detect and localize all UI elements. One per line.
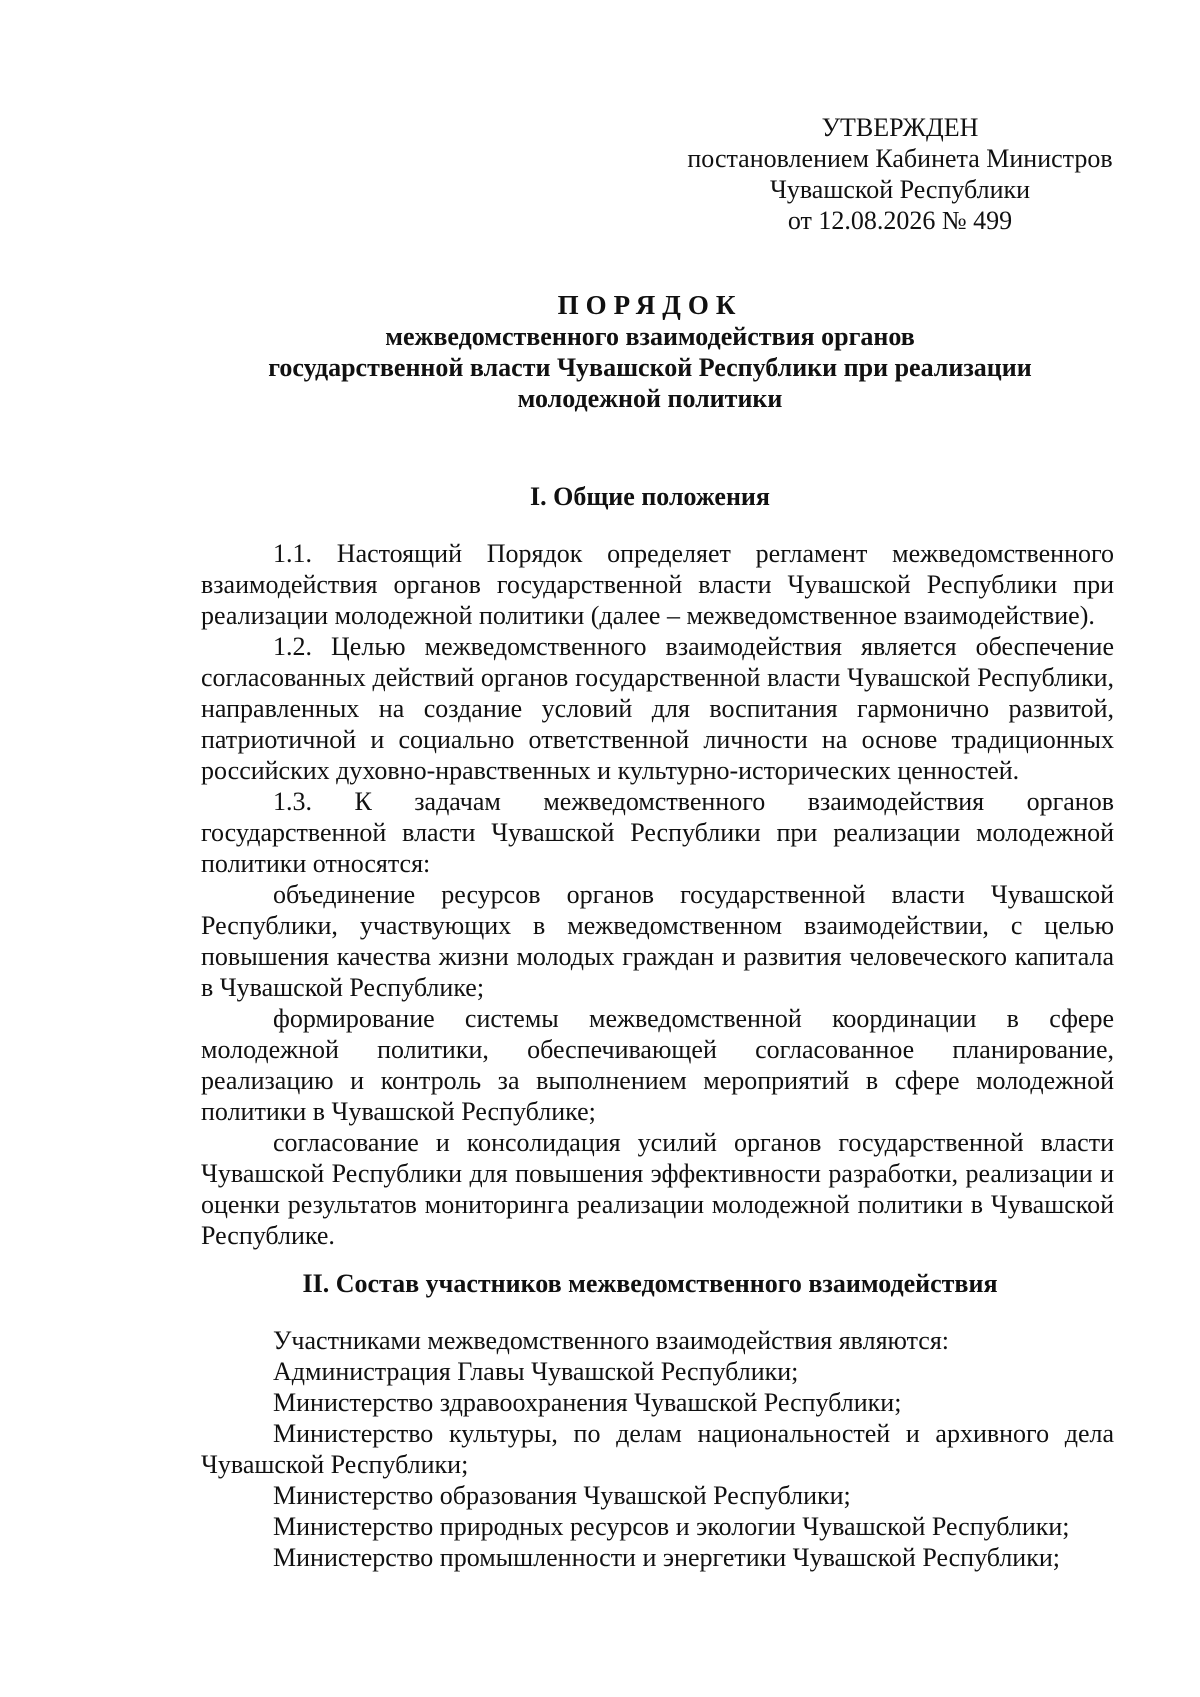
approval-date-number: от 12.08.2026 № 499: [787, 206, 1013, 235]
document-subtitle-line-2: государственной власти Чувашской Республики при реализации: [268, 353, 1032, 382]
participant-item: Министерство культуры, по делам национальностей и архивного дела Чувашской Республики;: [201, 1419, 1114, 1479]
paragraph-1-1: 1.1. Настоящий Порядок определяет регламент межведомственного взаимодействия органов государственной власти Чувашской Республики при реализации молодежной политики (далее – межведомственное взаимодействие).: [201, 539, 1114, 630]
document-subtitle-line-3: молодежной политики: [517, 384, 783, 413]
participant-item: Министерство природных ресурсов и экологии Чувашской Республики;: [273, 1512, 1070, 1541]
approval-stamp-block: [680, 112, 1120, 236]
section-1-body: [201, 538, 1114, 1251]
task-item-2: формирование системы межведомственной координации в сфере молодежной политики, обеспечивающей согласованное планирование, реализацию и контроль за выполнением мероприятий в сфере молодежной политики в Чувашской Республике;: [201, 1004, 1114, 1126]
document-title-block: [200, 290, 1100, 414]
participant-item: Администрация Главы Чувашской Республики;: [273, 1357, 799, 1386]
approval-issuer: постановлением Кабинета Министров: [687, 144, 1113, 173]
section-2-heading: II. Состав участников межведомственного взаимодействия: [302, 1269, 998, 1298]
paragraph-1-3: 1.3. К задачам межведомственного взаимодействия органов государственной власти Чувашской Республики при реализации молодежной политики относятся:: [201, 787, 1114, 878]
paragraph-1-2: 1.2. Целью межведомственного взаимодействия является обеспечение согласованных действий органов государственной власти Чувашской Республики, направленных на создание условий для воспитания гармонично развитой, патриотичной и социально ответственной личности на основе традиционных российских духовно-нравственных и культурно-исторических ценностей.: [201, 632, 1114, 785]
approval-republic: Чувашской Республики: [769, 175, 1031, 204]
section-2-body: [201, 1325, 1114, 1573]
document-title: ПОРЯДОК: [557, 290, 743, 320]
document-subtitle-line-1: межведомственного взаимодействия органов: [385, 322, 915, 351]
participant-item: Министерство здравоохранения Чувашской Республики;: [273, 1388, 902, 1417]
participant-item: Министерство промышленности и энергетики Чувашской Республики;: [273, 1543, 1060, 1572]
section-1-heading: I. Общие положения: [530, 482, 770, 511]
task-item-3: согласование и консолидация усилий органов государственной власти Чувашской Республики для повышения эффективности разработки, реализации и оценки результатов мониторинга реализации молодежной политики в Чувашской Республике.: [201, 1128, 1114, 1250]
participants-intro: Участниками межведомственного взаимодействия являются:: [273, 1326, 950, 1355]
task-item-1: объединение ресурсов органов государственной власти Чувашской Республики, участвующих в межведомственном взаимодействии, с целью повышения качества жизни молодых граждан и развития человеческого капитала в Чувашской Республике;: [201, 880, 1114, 1002]
approval-label: УТВЕРЖДЕН: [821, 113, 979, 142]
participant-item: Министерство образования Чувашской Республики;: [273, 1481, 851, 1510]
